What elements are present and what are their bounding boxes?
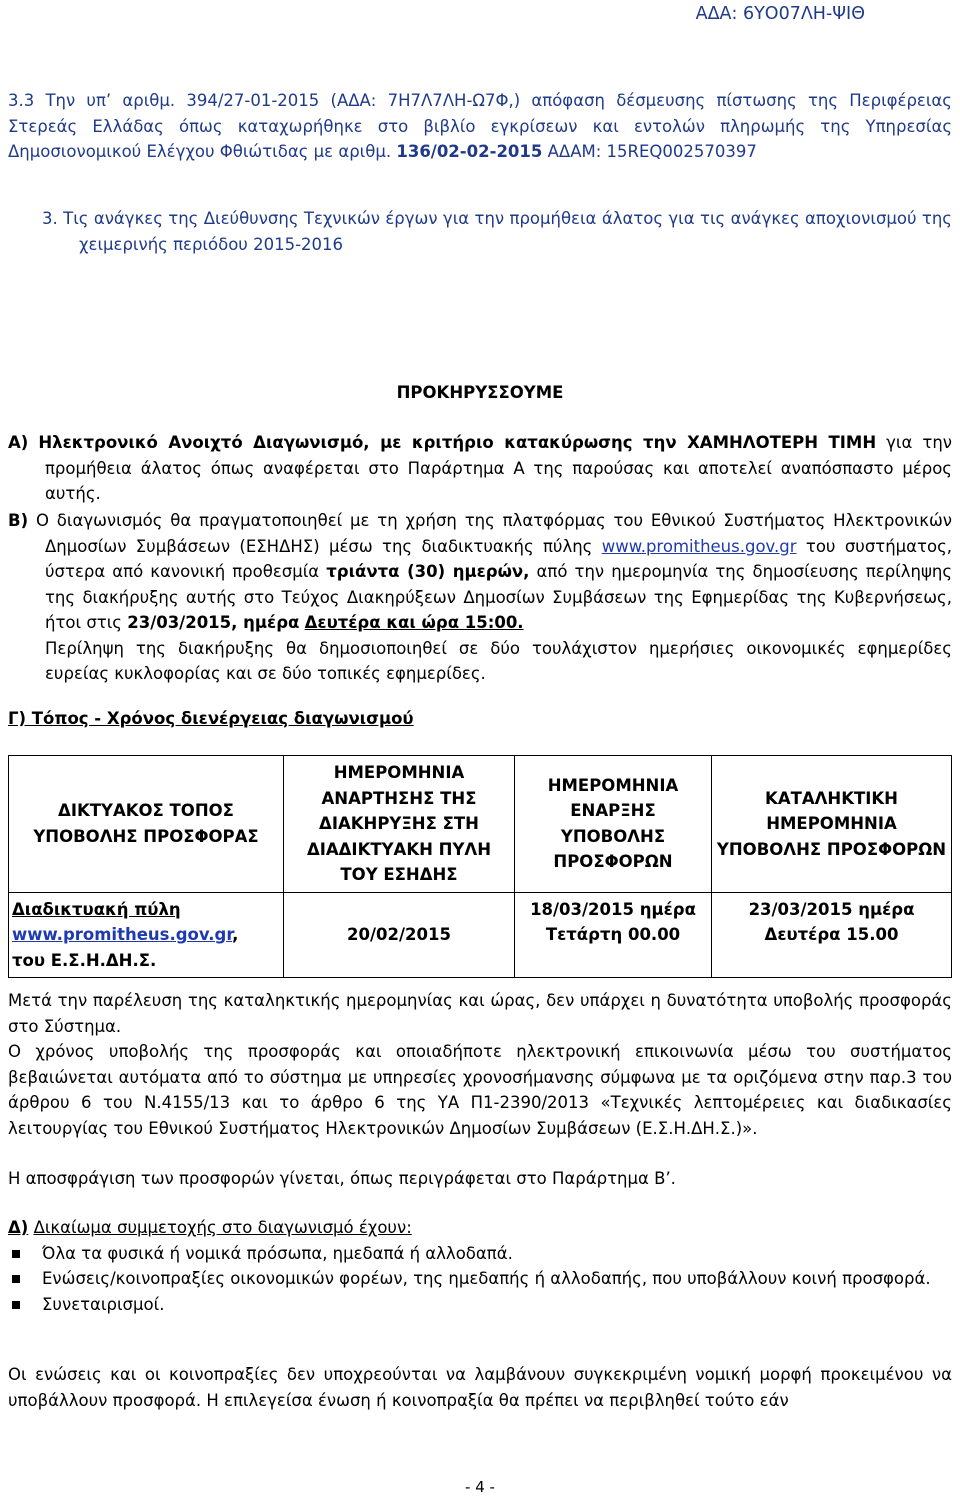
header-publication-date: ΗΜΕΡΟΜΗΝΙΑ ΑΝΑΡΤΗΣΗΣ ΤΗΣ ΔΙΑΚΗΡΥΞΗΣ ΣΤΗ ΔΙΑΔΙΚΤΥΑΚΗ ΠΥΛΗ ΤΟΥ ΕΣΗΔΗΣ xyxy=(284,756,515,893)
cell-eshdhs: του Ε.Σ.Η.ΔΗ.Σ. xyxy=(12,950,157,970)
list-item xyxy=(8,1266,952,1292)
page-number: - 4 - xyxy=(465,1478,495,1496)
cell-portal-link[interactable]: www.promitheus.gov.gr xyxy=(12,925,233,944)
section-d-label: Δ) xyxy=(8,1218,29,1237)
cell-web-location xyxy=(9,892,284,978)
list-item-text: Ενώσεις/κοινοπραξίες οικονομικών φορέων, της ημεδαπής ή αλλοδαπής, που υποβάλλουν κοινή προσφορά. xyxy=(42,1269,931,1288)
after-text-3: Η αποσφράγιση των προσφορών γίνεται, όπως περιγράφεται στο Παράρτημα Β’. xyxy=(8,1169,676,1188)
table-row xyxy=(9,892,952,978)
table-header-row xyxy=(9,756,952,893)
after-table xyxy=(8,988,952,1192)
section-a xyxy=(8,430,952,507)
item-3-3-adam: ΑΔΑΜ: 15REQ002570397 xyxy=(547,142,757,161)
section-b xyxy=(8,508,952,687)
bullet-icon xyxy=(12,1275,20,1283)
section-g xyxy=(8,706,952,732)
section-b-label: Β) xyxy=(8,511,29,530)
section-g-heading: Γ) Τόπος - Χρόνος διενέργειας διαγωνισμού xyxy=(8,709,414,728)
list-item xyxy=(8,1292,952,1318)
header-web-location: ΔΙΚΤΥΑΚΟΣ ΤΟΠΟΣ ΥΠΟΒΟΛΗΣ ΠΡΟΣΦΟΡΑΣ xyxy=(9,756,284,893)
bullet-icon xyxy=(12,1301,20,1309)
after-text-2: Ο χρόνος υποβολής της προσφοράς και οποιαδήποτε ηλεκτρονική επικοινωνία μέσω του συστήματος βεβαιώνεται αυτόματα από το σύστημα με υπηρεσίες χρονοσήμανσης σύμφωνα με τα οριζόμενα στην παρ.3 του άρθρου 6 του Ν.4155/13 και το άρθρο 6 της ΥΑ Π1-2390/2013 «Τεχνικές λεπτομέρειες και διαδικασίες λειτουργίας του Εθνικού Συστήματος Ηλεκτρονικών Δημοσίων Συμβάσεων (Ε.Σ.Η.ΔΗ.Σ.)». xyxy=(8,1042,952,1138)
cell-comma: , xyxy=(232,925,239,944)
item-3-text: 3. Τις ανάγκες της Διεύθυνσης Τεχνικών έργων για την προμήθεια άλατος για τις ανάγκες αποχιονισμού της χειμερινής περιόδου 2015-2016 xyxy=(42,209,952,254)
section-b-time: Δευτέρα και ώρα 15:00. xyxy=(304,613,524,632)
section-a-label: Α) xyxy=(8,433,29,452)
section-d-text: Δικαίωμα συμμετοχής στο διαγωνισμό έχουν: xyxy=(33,1218,412,1237)
proclaim-heading xyxy=(8,380,952,406)
cell-deadline: 23/03/2015 ημέρα Δευτέρα 15.00 xyxy=(712,892,952,978)
section-b-date: 23/03/2015, ημέρα xyxy=(127,613,300,632)
section-a-bold: Ηλεκτρονικό Ανοιχτό Διαγωνισμό, με κριτήριο κατακύρωσης την ΧΑΜΗΛΟΤΕΡΗ ΤΙΜΗ xyxy=(38,433,877,452)
section-b-text2: του συστήματος, ύστερα από κανονική προθεσμία xyxy=(45,536,952,581)
list-item xyxy=(8,1241,952,1267)
list-item-text: Συνεταιρισμοί. xyxy=(42,1294,165,1314)
submission-table xyxy=(8,755,952,978)
proclaim-text: ΠΡΟΚΗΡΥΣΣΟΥΜΕ xyxy=(396,383,564,402)
final-text: Οι ενώσεις και οι κοινοπραξίες δεν υποχρεούνται να λαμβάνουν συγκεκριμένη νομική μορφή προκειμένου να υποβάλλουν προσφορά. Η επιλεγείσα ένωση ή κοινοπραξία θα πρέπει να περιβληθεί τούτο εάν xyxy=(8,1365,952,1410)
final-paragraph xyxy=(8,1362,952,1413)
promitheus-link[interactable]: www.promitheus.gov.gr xyxy=(601,536,797,556)
section-a-rest: για την προμήθεια άλατος όπως αναφέρεται στο Παράρτημα Α της παρούσας και αποτελεί αναπόσπαστο μέρος αυτής. xyxy=(45,433,953,503)
item-3-3-number: 136/02-02-2015 xyxy=(396,142,543,161)
item-3-3-text: 3.3 Την υπ’ αριθμ. 394/27-01-2015 (ΑΔΑ: 7Η7Λ7ΛΗ-Ω7Φ,) απόφαση δέσμευσης πίστωσης της Περιφέρειας Στερεάς Ελλάδας όπως καταχωρήθηκε στο βιβλίο εγκρίσεων και εντολών πληρωμής της Υπηρεσίας Δημοσιονομικού Ελέγχου Φθιώτιδας με αριθμ. xyxy=(8,91,952,161)
section-b-text3: από την ημερομηνία της δημοσίευσης περίληψης της διακήρυξης αυτής στο Τεύχος Διακηρύξεων Δημοσίων Συμβάσεων της Εφημερίδας της Κυβερνήσεως, ήτοι στις xyxy=(45,562,953,632)
cell-publication-date: 20/02/2015 xyxy=(284,892,515,978)
section-d xyxy=(8,1215,952,1317)
list-item-text: Όλα τα φυσικά ή νομικά πρόσωπα, ημεδαπά ή αλλοδαπά. xyxy=(42,1243,513,1263)
section-b-summary: Περίληψη της διακήρυξης θα δημοσιοποιηθεί σε δύο τουλάχιστον ημερήσιες οικονομικές εφημερίδες ευρείας κυκλοφορίας και σε δύο τοπικές εφημερίδες. xyxy=(45,638,952,683)
after-text-1: Μετά την παρέλευση της καταληκτικής ημερομηνίας και ώρας, δεν υπάρχει η δυνατότητα υποβολής προσφοράς στο Σύστημα. xyxy=(8,991,952,1036)
header-start-date: ΗΜΕΡΟΜΗΝΙΑ ΕΝΑΡΞΗΣ ΥΠΟΒΟΛΗΣ ΠΡΟΣΦΟΡΩΝ xyxy=(515,756,712,893)
header-deadline: ΚΑΤΑΛΗΚΤΙΚΗ ΗΜΕΡΟΜΗΝΙΑ ΥΠΟΒΟΛΗΣ ΠΡΟΣΦΟΡΩΝ xyxy=(712,756,952,893)
section-b-days: τριάντα (30) ημερών, xyxy=(326,562,530,581)
item-3 xyxy=(8,206,952,257)
bullet-icon xyxy=(12,1250,20,1258)
item-3-3 xyxy=(8,88,952,165)
cell-start-date: 18/03/2015 ημέρα Τετάρτη 00.00 xyxy=(515,892,712,978)
cell-portal-label: Διαδικτυακή πύλη xyxy=(12,899,181,919)
section-b-text1: Ο διαγωνισμός θα πραγματοποιηθεί με τη χρήση της πλατφόρμας του Εθνικού Συστήματος Ηλεκτρονικών Δημοσίων Συμβάσεων (ΕΣΗΔΗΣ) μέσω της διαδικτυακής πύλης xyxy=(35,511,953,556)
ada-header: ΑΔΑ: 6ΥΟ07ΛΗ-ΨΙΘ xyxy=(695,4,865,24)
